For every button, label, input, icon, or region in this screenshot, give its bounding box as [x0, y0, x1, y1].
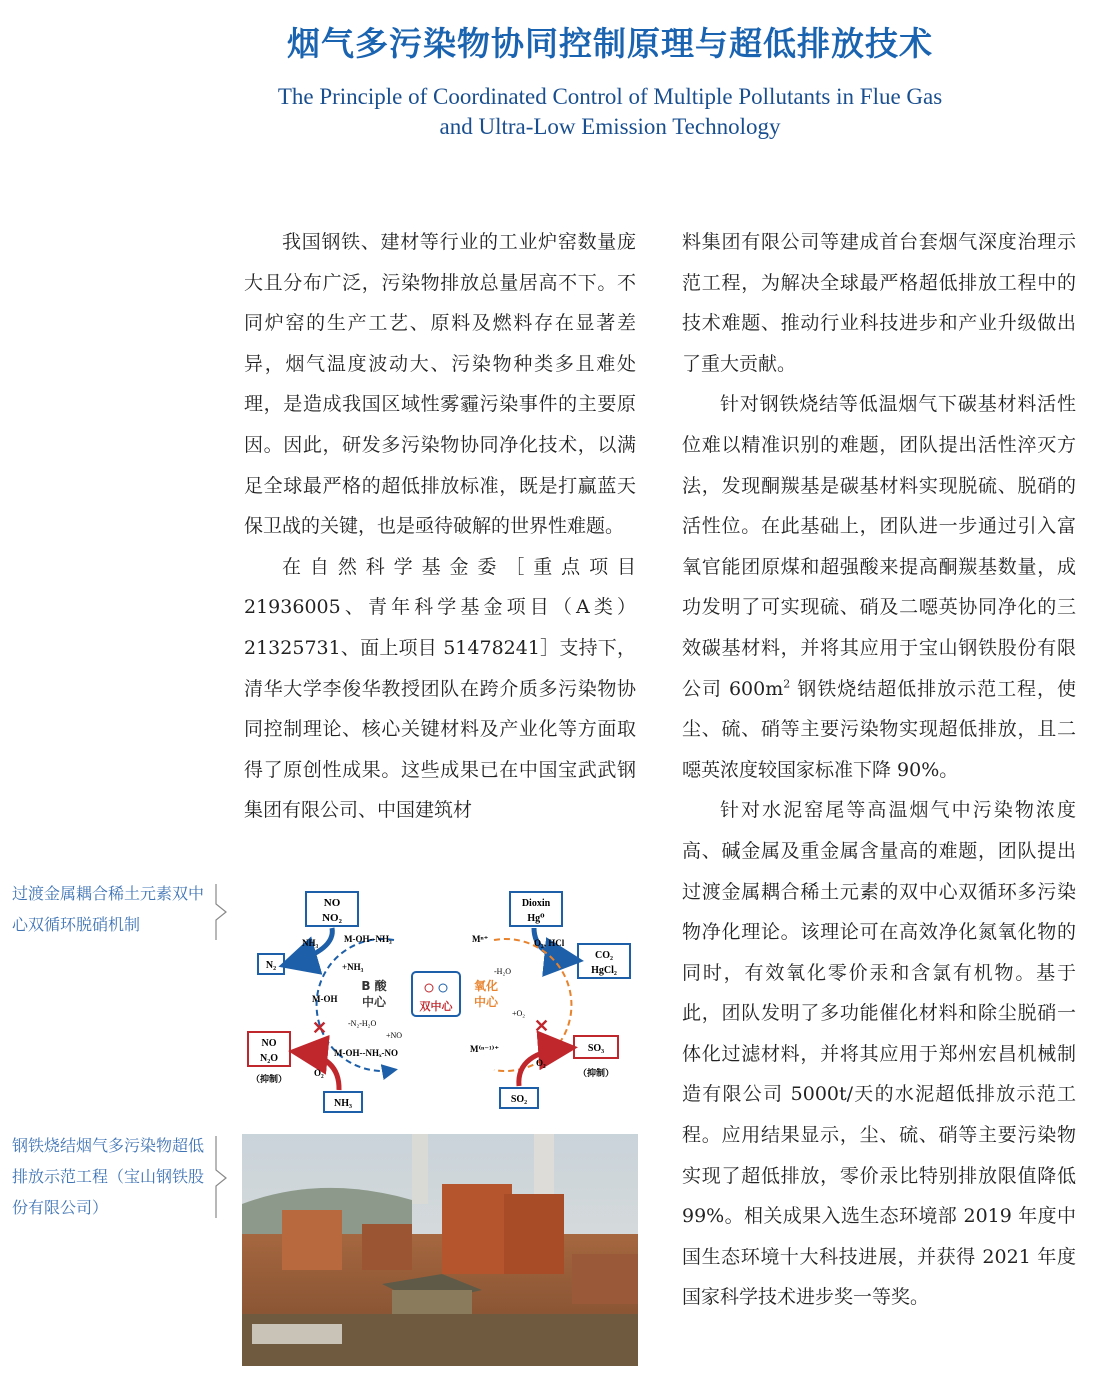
caption-bracket-icon: [212, 882, 234, 942]
left-column: [244, 222, 636, 831]
box-hg-label: Hg⁰: [527, 913, 545, 924]
text-run: 钢铁烧结超低排放示范工程，使尘、硫、硝等主要污染物实现超低排放，且二噁英浓度较国家标准下降 90%。: [682, 677, 1076, 781]
box-no-n2o-2: N₂O: [260, 1053, 278, 1064]
box-nh3-label: NH₃: [334, 1098, 352, 1109]
denitration-mechanism-diagram: [244, 880, 639, 1116]
box-hgcl2-label: HgCl₂: [591, 965, 617, 976]
subtitle-line-1: The Principle of Coordinated Control of Multiple Pollutants in Flue Gas: [277, 84, 943, 109]
lbl-mn-1: M⁽ⁿ⁻¹⁾⁺: [470, 1044, 500, 1054]
lbl-o2-left: O₂: [314, 1068, 324, 1078]
box-so2-label: SO₂: [510, 1094, 528, 1105]
lbl-oxidation-1: 氧化: [473, 979, 499, 993]
box-n2-label: N₂: [265, 960, 277, 971]
box-co2-label: CO₂: [595, 950, 613, 961]
box-so3-label: SO₃: [587, 1043, 605, 1054]
lbl-plus-no: +NO: [386, 1031, 403, 1040]
photo-caption: 钢铁烧结烟气多污染物超低排放示范工程（宝山钢铁股份有限公司）: [12, 1136, 205, 1217]
lbl-inhibit-left: （抑制）: [250, 1075, 288, 1085]
lbl-o2-hcl: O₂, HCl: [534, 938, 565, 948]
caption-bracket-icon: [212, 1134, 234, 1220]
lbl-oxidation-2: 中心: [473, 995, 499, 1009]
diagram-caption: 过渡金属耦合稀土元素双中心双循环脱硝机制: [12, 884, 205, 934]
lbl-b-acid-1: B 酸: [361, 979, 387, 993]
sintering-plant-photo: [242, 1134, 638, 1366]
text-run: 针对钢铁烧结等低温烟气下碳基材料活性位难以精准识别的难题，团队提出活性淬灭方法，发现酮羰基是碳基材料实现脱硫、脱硝的活性位。在此基础上，团队进一步通过引入富氧官能团原煤和超强酸来提高酮羰基数量，成功发明了可实现硫、硝及二噁英协同净化的三效碳基材料，并将其应用于宝山钢铁股份有限公司 600m: [682, 393, 1076, 700]
paragraph: 针对水泥窑尾等高温烟气中污染物浓度高、碱金属及重金属含量高的难题，团队提出过渡金属耦合稀土元素的双中心双循环多污染物净化理论。该理论可在高效净化氮氧化物的同时，有效氧化零价汞和含氯有机物。基于此，团队发明了多功能催化材料和除尘脱硝一体化过滤材料，并将其应用于郑州宏昌机械制造有限公司 5000t/天的水泥超低排放示范工程。应用结果显示，尘、硫、硝等主要污染物实现了超低排放，零价汞比特别排放限值降低 99%。相关成果入选生态环境部 2019 年度中国生态环境十大科技进展，并获得 2021 年度国家科学技术进步奖一等奖。: [682, 799, 1076, 1309]
lbl-inhibit-right: （抑制）: [577, 1069, 615, 1079]
lbl-nh3: NH₃: [302, 938, 319, 948]
page-subtitle-en: [0, 82, 1100, 142]
lbl-mn: Mⁿ⁺: [472, 934, 489, 944]
subtitle-line-2: and Ultra-Low Emission Technology: [439, 114, 781, 139]
lbl-h2o: -H₂O: [494, 967, 512, 976]
right-column: [682, 222, 1076, 1318]
lbl-o2-right-bottom: O₂: [536, 1058, 546, 1068]
box-no-label: NO: [323, 897, 341, 909]
dual-center-label: 双中心: [419, 1000, 453, 1013]
lbl-plus-nh3: +NH₃: [342, 962, 364, 972]
paragraph: 在自然科学基金委［重点项目 21936005、青年科学基金项目（A类）21325731、面上项目 51478241］支持下，清华大学李俊华教授团队在跨介质多污染物协同控制理论、核心关键材料及产业化等方面取得了原创性成果。这些成果已在中国宝武武钢集团有限公司、中国建筑材: [244, 555, 636, 822]
paragraph: [682, 384, 1076, 790]
box-no-n2o-1: NO: [261, 1038, 277, 1049]
page-title: 烟气多污染物协同控制原理与超低排放技术: [287, 24, 933, 63]
lbl-plus-o2: +O₂: [512, 1009, 526, 1018]
box-dioxin-label: Dioxin: [521, 898, 551, 909]
superscript: 2: [783, 677, 791, 691]
lbl-moh: M-OH: [312, 994, 338, 1004]
block-x-icon: ✕: [534, 1016, 550, 1036]
block-x-icon: ✕: [312, 1018, 328, 1038]
lbl-b-acid-2: 中心: [361, 995, 387, 1009]
lbl-n2h2o: -N₂-H₂O: [348, 1019, 377, 1028]
lbl-moh-nh3: M-OH--NH₃: [344, 934, 392, 944]
box-no2-label: NO₂: [322, 912, 342, 924]
paragraph: 我国钢铁、建材等行业的工业炉窑数量庞大且分布广泛，污染物排放总量居高不下。不同炉窑的生产工艺、原料及燃料存在显著差异，烟气温度波动大、污染物种类多且难处理，是造成我国区域性雾霾污染事件的主要原因。因此，研发多污染物协同净化技术，以满足全球最严格的超低排放标准，既是打赢蓝天保卫战的关键，也是亟待破解的世界性难题。: [244, 231, 636, 538]
paragraph: 料集团有限公司等建成首台套烟气深度治理示范工程，为解决全球最严格超低排放工程中的技术难题、推动行业科技进步和产业升级做出了重大贡献。: [682, 231, 1076, 375]
lbl-moh-nhx-no: M-OH--NHₓ-NO: [334, 1048, 399, 1058]
